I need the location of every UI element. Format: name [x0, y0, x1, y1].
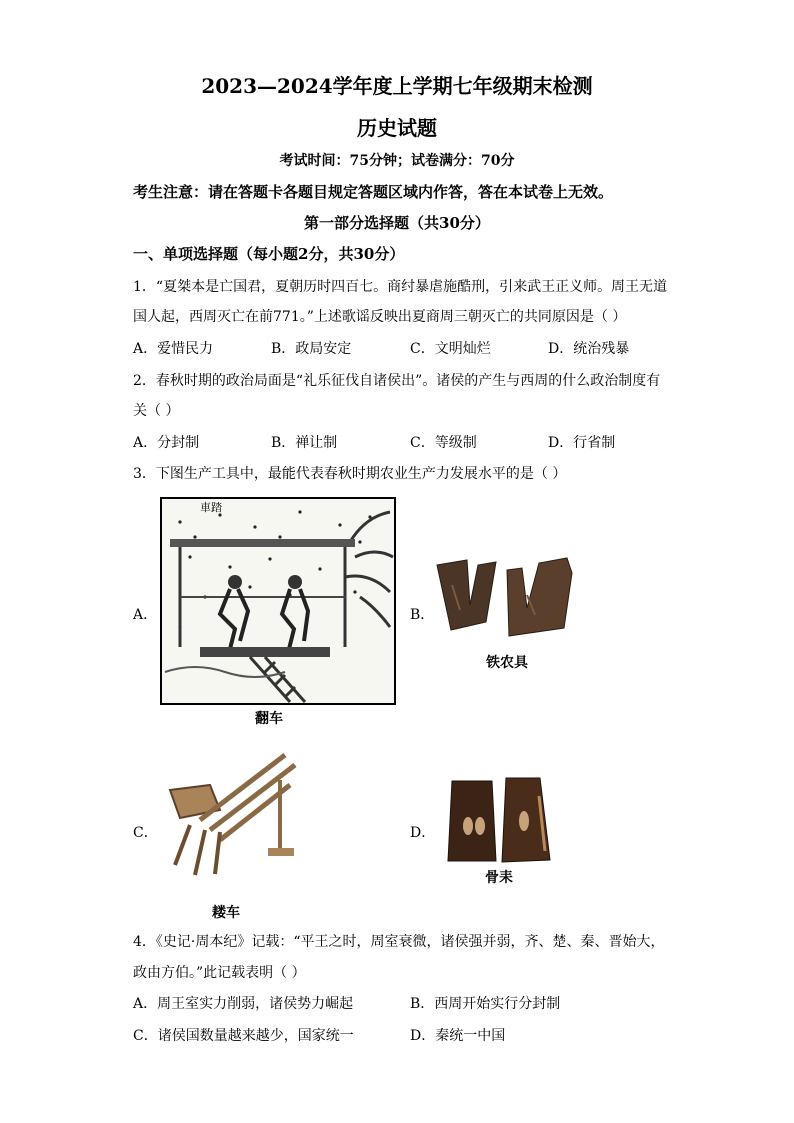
q2-option-a: A．分封制 [133, 435, 200, 451]
q3-option-a-caption: 翻车 [255, 711, 283, 727]
q2-option-c: C．等级制 [410, 435, 477, 451]
q4-option-b: B．西周开始实行分封制 [410, 996, 561, 1012]
q1-stem-line2: 国人起，西周灭亡在前771。”上述歌谣反映出夏商周三朝灭亡的共同原因是（ ） [133, 309, 627, 325]
q2-stem-line1: 2．春秋时期的政治局面是“礼乐征伐自诸侯出”。诸侯的产生与西周的什么政治制度有 [133, 373, 661, 389]
q1-stem-line1: 1．“夏桀本是亡国君，夏朝历时四百七。商纣暴虐施酷刑，引来武王正义师。周王无道 [133, 279, 668, 295]
bone-spade-photo [444, 776, 556, 866]
q3-option-c-caption: 耧车 [212, 905, 240, 921]
q3-option-a-label: A． [133, 607, 158, 623]
q3-option-b-caption: 铁农具 [486, 655, 528, 671]
iron-farm-tools-photo [432, 555, 582, 640]
q4-option-c: C．诸侯国数量越来越少，国家统一 [133, 1028, 354, 1044]
square-pallet-chain-pump-illustration [160, 497, 396, 705]
illustration-print-title: 車踏 [200, 501, 222, 514]
q3-option-b-label: B． [410, 607, 435, 623]
q4-stem-line2: 政由方伯。”此记载表明（ ） [133, 965, 306, 981]
q1-option-b: B．政局安定 [271, 341, 352, 357]
q3-option-d-label: D． [410, 825, 436, 841]
q2-stem-line2: 关（ ） [133, 403, 180, 419]
q3-option-c-label: C． [133, 825, 158, 841]
q1-option-c: C．文明灿烂 [410, 341, 491, 357]
q4-stem-line1: 4．《史记·周本纪》记载：“平王之时，周室衰微，诸侯强并弱，齐、楚、秦、晋始大， [133, 934, 665, 950]
q4-option-a: A．周王室实力削弱，诸侯势力崛起 [133, 996, 354, 1012]
q4-option-d: D．秦统一中国 [410, 1028, 506, 1044]
q2-option-b: B．禅让制 [271, 435, 338, 451]
q1-option-d: D．统治残暴 [548, 341, 630, 357]
q1-option-a: A．爱惜民力 [133, 341, 214, 357]
part-title: 第一部分选择题（共30分） [304, 214, 490, 232]
q2-option-d: D．行省制 [548, 435, 616, 451]
section-title: 一、单项选择题（每小题2分，共30分） [133, 245, 405, 263]
exam-notice: 考生注意：请在答题卡各题目规定答题区域内作答，答在本试卷上无效。 [133, 183, 614, 201]
exam-title: 2023—2024学年度上学期七年级期末检测 [201, 74, 593, 98]
seed-drill-photo [160, 750, 300, 880]
exam-info: 考试时间：75分钟；试卷满分：70分 [279, 153, 515, 169]
q3-stem: 3．下图生产工具中，最能代表春秋时期农业生产力发展水平的是（ ） [133, 466, 567, 482]
q3-option-d-caption: 骨耒 [485, 870, 513, 886]
exam-subtitle: 历史试题 [357, 116, 437, 140]
